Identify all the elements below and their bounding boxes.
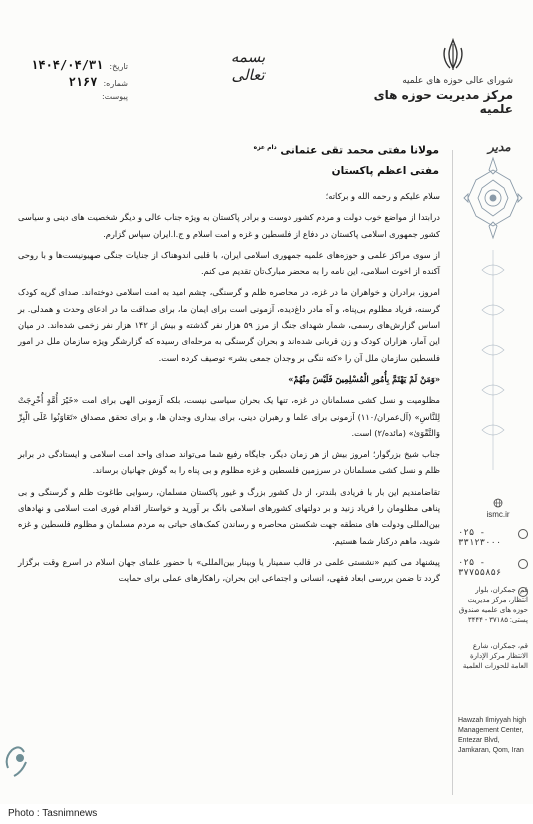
sidebar-divider	[452, 150, 453, 795]
photo-credit-bar	[0, 804, 533, 824]
org-line2: مرکز مدیریت حوزه های علمیه	[373, 88, 513, 116]
phone-icon	[518, 529, 528, 539]
address-en: Hawzah Ilmiyyah high Management Center, Entezar Blvd, Jamkaran, Qom, Iran	[458, 717, 527, 754]
globe-icon	[493, 498, 503, 508]
paragraph-7: پیشنهاد می کنیم «نشستی علمی در قالب سمینار یا وبینار بین‌المللی» با حضور علمای جهان اسلام در اسرع وقت برگزار گردد تا ضمن بررسی ابعاد فقهی، انسانی و اجتماعی این بحران، راهکارهای عملی برای حمایت	[18, 556, 440, 584]
address-fa: قم، جمکران، بلوار انتظار، مرکز مدیریت حوزه های علمیه صندوق پستی: ۳۷۱۸۵ - ۳۴۴۴	[458, 587, 528, 624]
addressee	[254, 138, 439, 181]
paragraph-6: تقاضامندیم این بار با فریادی بلندتر، از دل کشور بزرگ و غیور پاکستان مسلمان، رسوایی طاغوت ظلم و گرسنگی و بی پناهی مظلومان را فریاد زنید و بر دولتهای کشورهای اسلامی بانگ بر آورید و خواستار اقدام فوری امت اسلامی و نهادهای بین‌المللی ودولت های منطقه جهت شکستن محاصره و رساندن کمک‌های حیاتی به مردم مسلمان و مظلوم فلسطین و غزه شوید، ماهم درکنار شما هستیم.	[18, 486, 440, 546]
iran-emblem-icon	[440, 38, 466, 72]
org-line1: شورای عالی حوزه های علمیه	[402, 76, 513, 86]
addressee-honorific: دام عزه	[253, 144, 277, 151]
paragraph-3: امروز، برادران و خواهران ما در غزه، در محاصره ظلم و گرسنگی، چشم امید به امت اسلامی دوخته‌اند. صدای گریه کودک گرسنه، فریاد مظلوم بی‌پناه، و آه مادر داغ‌دیده، آزمونی است برای ایمان ما، برای صداقت ما در ادعای وحدت و همدلی. بر اساس گزارش‌های رسمی، شمار شهدای جنگ از مرز ۵۹ هزار نفر گذشته و بیش از ۱۴۲ هزار نفر زخمی شده‌اند. در میان این آمار، هزاران کودک و زن قربانی شده‌اند و بحران گرسنگی به مرحله‌ای رسیده که گزارشگر ویژه سازمان ملل در امور فلسطین سازمان ملل آن را «کنه ننگی بر وجدان جمعی بشر» توصیف کرده است.	[18, 287, 440, 363]
date-label: تاریخ:	[109, 62, 128, 71]
number-value: ۲۱۶۷	[68, 75, 98, 89]
addressee-name: مولانا مفتی محمد تقی عثمانی	[280, 144, 439, 157]
attachment-row	[18, 92, 128, 109]
number-row	[18, 75, 128, 92]
addressee-line2: مفتی اعظم پاکستان	[331, 164, 439, 177]
phone-number: ۰۲۵ - ۳۳۱۲۳۰۰۰	[458, 528, 502, 548]
paragraph-5: جناب شیخ بزرگوار؛ امروز بیش از هر زمان دیگر، جایگاه رفیع شما می‌تواند صدای واحد امت اسلامی و ایستادگی در برابر ظلم و نسل کشی مسلمانان در سرزمین فلسطین و غزه مظلوم و بی پناه را به گوش جهانیان برساند.	[18, 449, 440, 476]
website-text: ismc.ir	[486, 510, 510, 519]
fax-icon	[518, 559, 528, 569]
number-label: شماره:	[103, 79, 128, 88]
date-value: ۱۴۰۴/۰۴/۳۱	[31, 58, 104, 72]
photo-credit: Photo : Tasnimnews	[8, 808, 98, 819]
letter-body	[18, 188, 440, 592]
paragraph-2: از سوی مراکز علمی و حوزه‌های علمیه جمهوری اسلامی ایران، با قلبی اندوهناک از جنایات جنگی صهیونیست‌ها و با روحی آکنده از اخوت اسلامی، این نامه را به محضر مبارک‌تان تقدیم می کنم.	[18, 249, 440, 277]
letter-meta	[18, 58, 128, 109]
address-ar: قم، جمکران، شارع الانتظار مرکز الإدارة العامة للحوزات العلمیة	[462, 643, 528, 670]
organization-name	[373, 76, 513, 116]
paragraph-4: مظلومیت و نسل کشی مسلمانان در غزه، تنها یک بحران سیاسی نیست، بلکه آزمونی الهی برای امت «خَیْرَ أُمَّةٍ أُخْرِجَتْ لِلنَّاسِ» (آل‌عمران/۱۱۰) آزمونی برای علما و رهبران دینی، برای بیداری وجدان ها، و برای تحقق مصداق «تَعَاوَنُوا عَلَى الْبِرِّ وَالتَّقْوَىٰ» (مائده/۲) است.	[18, 395, 440, 438]
website-block	[472, 498, 524, 519]
addressee-line1	[254, 138, 439, 161]
attachment-label: پیوست:	[101, 92, 128, 101]
watermark-logo-icon	[0, 728, 40, 788]
sidebar-title: مدیر	[488, 140, 511, 154]
fax-number: ۰۲۵ - ۳۷۷۵۵۸۵۶	[458, 558, 502, 578]
address-ar-block	[458, 642, 528, 672]
verse-quote: «وَمَنْ لَمْ یَهْتَمَّ بِأُمُورِ الْمُسْلِمِینَ فَلَیْسَ مِنْهُمْ»	[288, 373, 440, 384]
greeting: سلام علیکم و رحمه الله و برکاته؛	[325, 191, 440, 201]
location-icon	[518, 587, 528, 597]
bismillah-calligraphy: بسمه تعالی	[230, 48, 266, 84]
rosette-ornament-icon	[462, 150, 524, 480]
paragraph-1: درابتدا از مواضع خوب دولت و مردم کشور دوست و برادر پاکستان به ویژه جناب عالی و دیگر شخصیت های دینی و سیاسی کشور جمهوری اسلامی پاکستان در دفاع از فلسطین و غزه و امت اسلام و ج.ا.ایران سپاس گزارم.	[18, 212, 440, 239]
address-en-block	[458, 716, 528, 756]
date-row	[18, 58, 128, 75]
